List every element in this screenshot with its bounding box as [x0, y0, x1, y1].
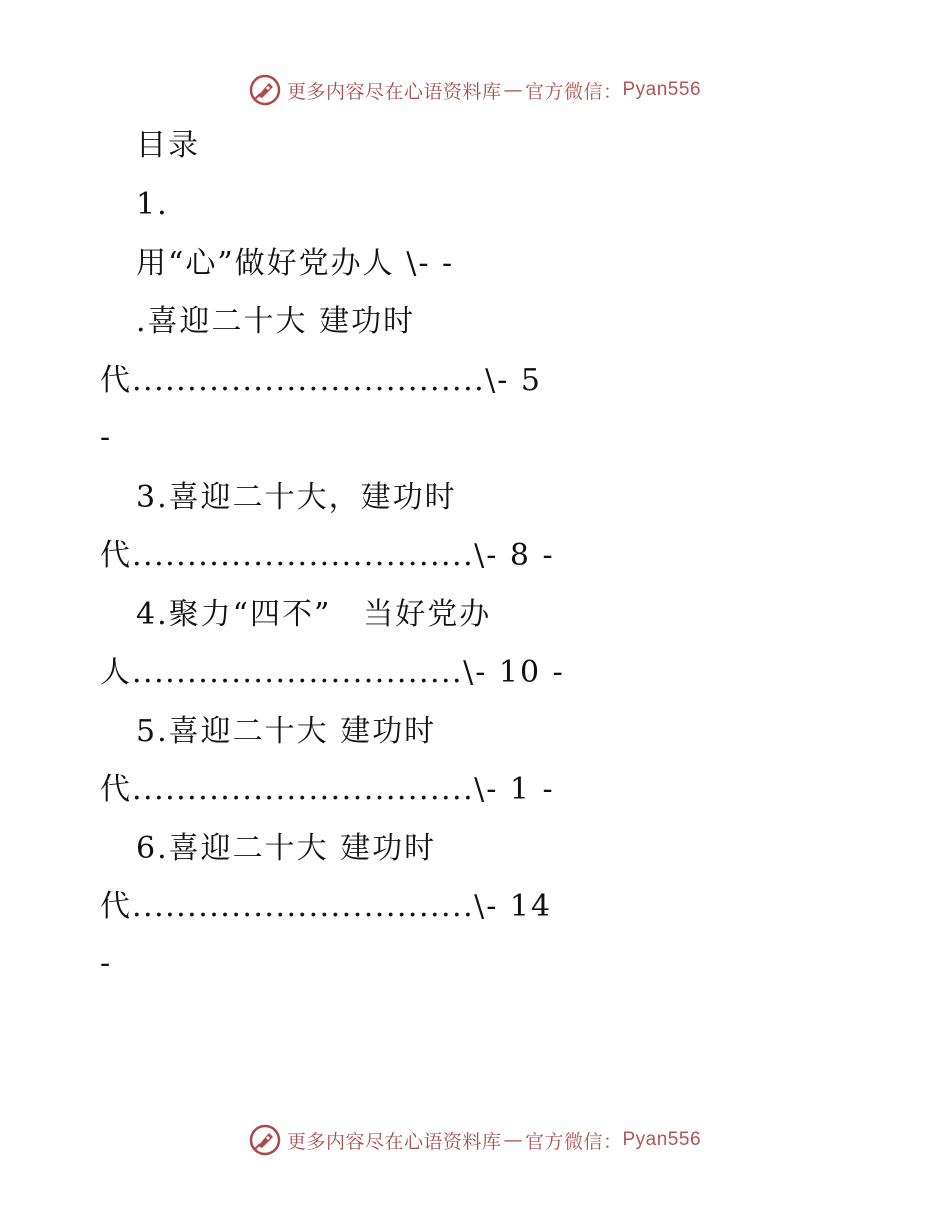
- toc-entry-2-dots: ................................: [132, 363, 486, 398]
- toc-entry-5-leader: [100, 770, 555, 810]
- watermark-site-text: 更多内容尽在心语资料库: [286, 80, 502, 103]
- watermark-wechat-id: Pyan556: [622, 1129, 702, 1150]
- toc-entry-5-lead: 代: [100, 772, 132, 807]
- toc-title: 目录: [136, 128, 200, 163]
- watermark-wechat-label: 官方微信：: [524, 1130, 623, 1153]
- toc-entry-5-page: \- 1 -: [474, 772, 555, 807]
- toc-entry-4-dots: ..............................: [132, 655, 464, 690]
- watermark-site-text: 更多内容尽在心语资料库: [286, 1130, 502, 1153]
- toc-entry-1-title: 用“心”做好党办人 \- -: [136, 246, 455, 281]
- toc-entry-2-tail: -: [100, 420, 113, 455]
- toc-entry-5-title: 5.喜迎二十大 建功时: [136, 714, 437, 749]
- watermark-wechat-id: Pyan556: [622, 79, 702, 100]
- toc-entry-4-page: \- 10 -: [463, 655, 565, 690]
- watermark-wechat-label: 官方微信：: [524, 80, 623, 103]
- watermark-dash: —: [503, 79, 523, 101]
- toc-entry-5-dots: ...............................: [132, 772, 475, 807]
- toc-entry-6-page: \- 14: [474, 889, 553, 924]
- toc-entry-1-number: 1.: [136, 187, 169, 222]
- toc-entry-6-title: 6.喜迎二十大 建功时: [136, 831, 437, 866]
- toc-entry-6-leader: [100, 887, 552, 927]
- toc-entry-6-lead: 代: [100, 889, 132, 924]
- toc-entry-4-leader: [100, 653, 565, 693]
- watermark-dash: —: [503, 1129, 523, 1151]
- toc-entry-4-title: 4.聚力“四不” 当好党办: [136, 597, 492, 632]
- toc-entry-3-leader: [100, 536, 555, 576]
- toc-entry-3-dots: ...............................: [132, 538, 475, 573]
- toc-entry-3-page: \- 8 -: [474, 538, 555, 573]
- footer-watermark: [0, 1122, 950, 1158]
- toc-entry-4-lead: 人: [100, 655, 132, 690]
- toc-entry-6-tail: -: [100, 946, 113, 981]
- header-watermark: [0, 72, 950, 108]
- toc-entry-2-leader: [100, 361, 542, 401]
- toc-entry-2-page: \- 5: [485, 363, 543, 398]
- toc-entry-2-lead: 代: [100, 363, 132, 398]
- pen-nib-logo-icon: [249, 1124, 281, 1156]
- pen-nib-logo-icon: [249, 74, 281, 106]
- toc-entry-3-lead: 代: [100, 538, 132, 573]
- toc-entry-6-dots: ...............................: [132, 889, 475, 924]
- toc-entry-2-title: .喜迎二十大 建功时: [136, 304, 416, 339]
- toc-entry-3-title: 3.喜迎二十大，建功时: [136, 480, 457, 515]
